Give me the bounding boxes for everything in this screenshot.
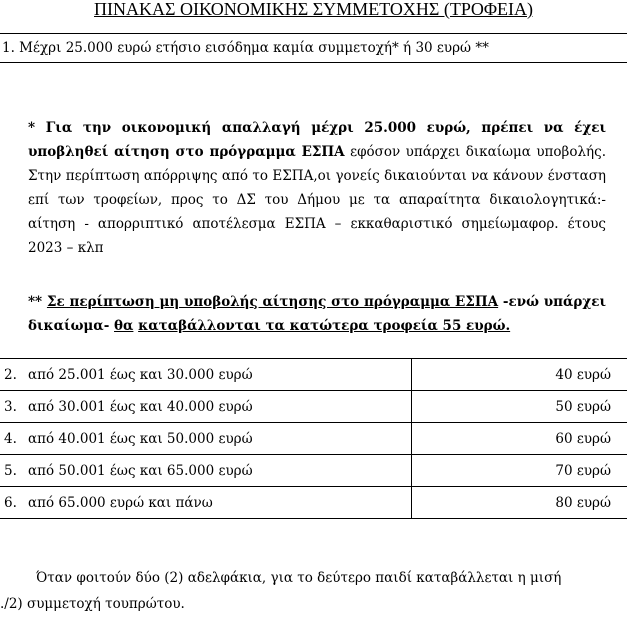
stars: ** bbox=[28, 294, 47, 310]
fee-label-cell bbox=[0, 487, 412, 519]
fee-label-cell bbox=[0, 423, 412, 455]
exemption-note bbox=[28, 116, 606, 260]
fees-table bbox=[0, 358, 627, 519]
row-number: 6. bbox=[4, 494, 17, 511]
row-number: 3. bbox=[4, 398, 17, 415]
fee-amount: 40 ευρώ bbox=[412, 359, 627, 391]
page-title: ΠΙΝΑΚΑΣ ΟΙΚΟΝΟΜΙΚΗΣ ΣΥΜΜΕΤΟΧΗΣ (ΤΡΟΦΕΙΑ) bbox=[94, 0, 533, 19]
siblings-note-text-1: Όταν φοιτούν δύο (2) αδελφάκια, για το δεύτερο παιδί καταβάλλεται η μισή bbox=[36, 570, 562, 586]
fee-amount: 80 ευρώ bbox=[412, 487, 627, 519]
fee-row-1: 1. Μέχρι 25.000 ευρώ ετήσιο εισόδημα καμία συμμετοχή* ή 30 ευρώ ** bbox=[0, 33, 627, 63]
table-row bbox=[0, 359, 627, 391]
table-row bbox=[0, 487, 627, 519]
income-range: από 65.000 ευρώ και πάνω bbox=[28, 494, 213, 511]
row-number: 4. bbox=[4, 430, 17, 447]
no-application-note bbox=[28, 290, 606, 338]
exemption-note-text: εφόσον υπάρχει δικαίωμα υποβολής. Στην περίπτωση απόρριψης από το ΕΣΠΑ,οι γονείς δικαιούνται να κάνουν ένσταση επί των τροφείων, προς το ΔΣ του Δήμου με τα απαραίτητα δικαιολογητικά:- αίτηση - απορριπτικό αποτέλεσμα ΕΣΠΑ – εκκαθαριστικό σημείωμαφορ. έτους 2023 – κλπ bbox=[28, 144, 606, 256]
exemption-note-bold: * Για την οικονομική απαλλαγή μέχρι 25.000 ευρώ, πρέπει να έχει υποβληθεί αίτηση στο πρόγραμμα ΕΣΠΑ bbox=[28, 120, 606, 160]
table-row bbox=[0, 391, 627, 423]
mid-text: -ενώ υπάρχει δικαίωμα- bbox=[28, 294, 606, 334]
income-range: από 25.001 έως και 30.000 ευρώ bbox=[28, 366, 253, 383]
income-range: από 30.001 έως και 40.000 ευρώ bbox=[28, 398, 253, 415]
fee-amount: 60 ευρώ bbox=[412, 423, 627, 455]
fee-amount: 50 ευρώ bbox=[412, 391, 627, 423]
fee-amount: 70 ευρώ bbox=[412, 455, 627, 487]
siblings-note-line-1 bbox=[0, 565, 627, 591]
underline-2: θα bbox=[114, 318, 134, 334]
underline-1: Σε περίπτωση μη υποβολής αίτησης στο πρόγραμμα ΕΣΠΑ bbox=[46, 294, 499, 310]
row-number: 5. bbox=[4, 462, 17, 479]
fee-label-cell bbox=[0, 455, 412, 487]
table-row bbox=[0, 423, 627, 455]
row-number: 2. bbox=[4, 366, 17, 383]
table-row bbox=[0, 455, 627, 487]
income-range: από 40.001 έως και 50.000 ευρώ bbox=[28, 430, 253, 447]
siblings-note bbox=[0, 565, 627, 617]
fee-label-cell bbox=[0, 359, 412, 391]
income-range: από 50.001 έως και 65.000 ευρώ bbox=[28, 462, 253, 479]
no-application-note-text bbox=[28, 294, 606, 334]
underline-3: καταβάλλονται τα κατώτερα τροφεία 55 ευρώ. bbox=[138, 318, 511, 334]
siblings-note-line-2: ./2) συμμετοχή τουπρώτου. bbox=[0, 596, 185, 612]
fee-label-cell bbox=[0, 391, 412, 423]
